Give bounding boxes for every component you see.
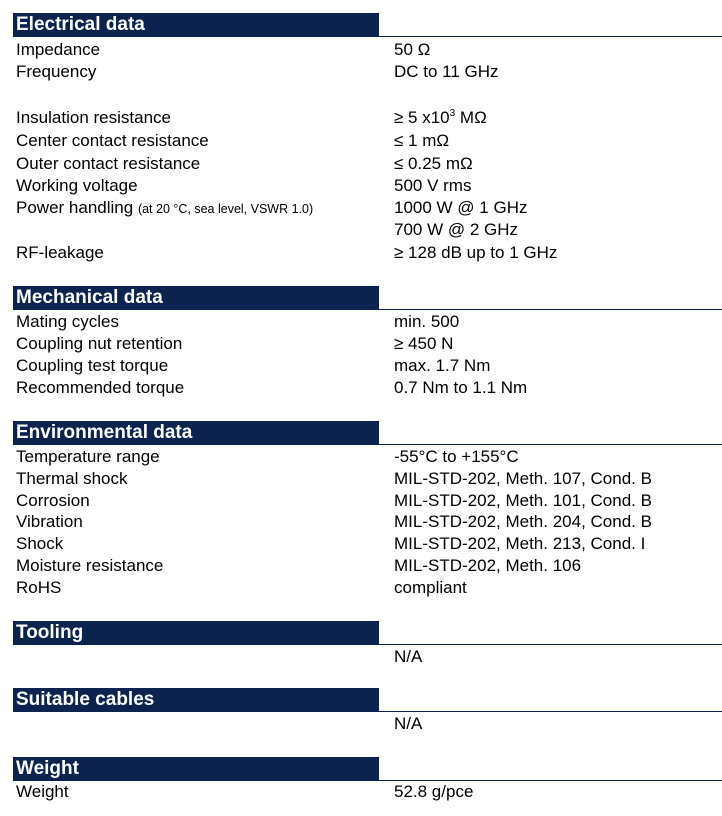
environmental-row-value: MIL-STD-202, Meth. 106 xyxy=(394,556,582,575)
working-voltage-value: 500 V rms xyxy=(394,176,472,195)
section-rule xyxy=(379,444,722,445)
section-header-mechanical: Mechanical data xyxy=(13,286,379,310)
environmental-row-label: Shock xyxy=(16,534,64,553)
section-rule xyxy=(379,309,722,310)
environmental-row-value: MIL-STD-202, Meth. 107, Cond. B xyxy=(394,469,652,488)
section-header-tooling: Tooling xyxy=(13,621,379,645)
mechanical-row-label: Recommended torque xyxy=(16,378,185,397)
environmental-row-value: MIL-STD-202, Meth. 204, Cond. B xyxy=(394,512,652,531)
section-header-weight: Weight xyxy=(13,757,379,781)
environmental-row-label: Thermal shock xyxy=(16,469,128,488)
power-handling-value-1: 1000 W @ 1 GHz xyxy=(394,198,528,217)
environmental-row-value: MIL-STD-202, Meth. 101, Cond. B xyxy=(394,491,652,510)
mechanical-row-value: ≥ 450 N xyxy=(394,334,454,353)
environmental-row-label: Corrosion xyxy=(16,491,90,510)
rf-leakage-label: RF-leakage xyxy=(16,243,104,262)
section-rule xyxy=(379,644,722,645)
mechanical-row-label: Coupling test torque xyxy=(16,356,169,375)
power-handling-note: (at 20 °C, sea level, VSWR 1.0) xyxy=(137,202,314,216)
center-contact-value: ≤ 1 mΩ xyxy=(394,131,450,150)
environmental-row-value: MIL-STD-202, Meth. 213, Cond. I xyxy=(394,534,646,553)
section-header-electrical: Electrical data xyxy=(13,13,379,37)
working-voltage-label: Working voltage xyxy=(16,176,138,195)
mechanical-row-value: 0.7 Nm to 1.1 Nm xyxy=(394,378,528,397)
impedance-value: 50 Ω xyxy=(394,40,431,59)
environmental-row-label: Temperature range xyxy=(16,447,160,466)
mechanical-row-value: max. 1.7 Nm xyxy=(394,356,491,375)
outer-contact-value: ≤ 0.25 mΩ xyxy=(394,154,473,173)
mechanical-row-label: Coupling nut retention xyxy=(16,334,183,353)
center-contact-label: Center contact resistance xyxy=(16,131,209,150)
rf-leakage-value: ≥ 128 dB up to 1 GHz xyxy=(394,243,558,262)
power-handling-value-2: 700 W @ 2 GHz xyxy=(394,220,519,239)
weight-value: 52.8 g/pce xyxy=(394,782,474,801)
suitable-cables-value: N/A xyxy=(394,714,423,733)
mechanical-row-label: Mating cycles xyxy=(16,312,119,331)
tooling-value: N/A xyxy=(394,647,423,666)
environmental-row-value: -55°C to +155°C xyxy=(394,447,519,466)
section-rule xyxy=(379,711,722,712)
insulation-label: Insulation resistance xyxy=(16,108,171,127)
environmental-row-label: Moisture resistance xyxy=(16,556,164,575)
environmental-row-value: compliant xyxy=(394,578,467,597)
insulation-value: ≥ 5 $x10^3$ MΩ xyxy=(394,108,487,127)
frequency-label: Frequency xyxy=(16,62,97,81)
frequency-value: DC to 11 GHz xyxy=(394,62,499,81)
section-rule xyxy=(379,36,722,37)
weight-label: Weight xyxy=(16,782,69,801)
outer-contact-label: Outer contact resistance xyxy=(16,154,201,173)
environmental-row-label: RoHS xyxy=(16,578,62,597)
mechanical-row-value: min. 500 xyxy=(394,312,460,331)
impedance-label: Impedance xyxy=(16,40,101,59)
environmental-row-label: Vibration xyxy=(16,512,83,531)
section-header-environmental: Environmental data xyxy=(13,421,379,445)
section-header-suitable-cables: Suitable cables xyxy=(13,688,379,712)
power-handling-label: Power handling (at 20 °C, sea level, VSWR 1.0) xyxy=(16,198,314,217)
